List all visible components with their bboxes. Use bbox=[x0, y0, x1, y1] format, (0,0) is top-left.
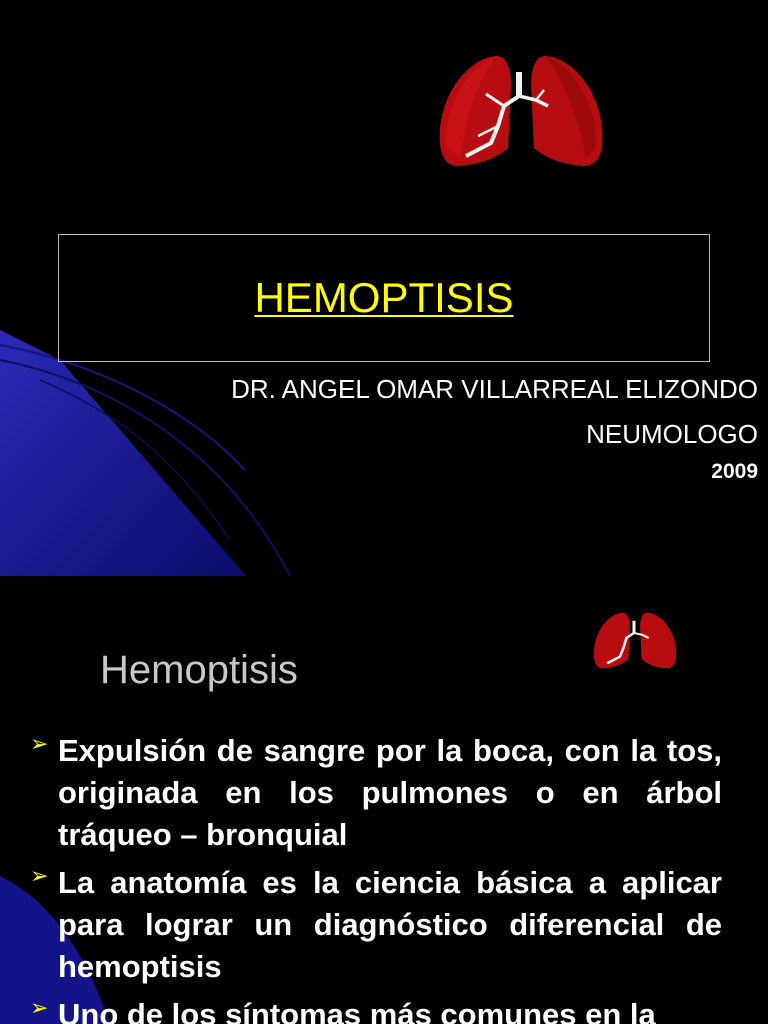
lungs-icon bbox=[592, 608, 678, 672]
content-slide bbox=[0, 576, 768, 1024]
arrow-bullet-icon: ➢ bbox=[30, 732, 49, 757]
lungs-icon bbox=[436, 48, 606, 172]
list-item bbox=[30, 994, 722, 1024]
arrow-bullet-icon: ➢ bbox=[30, 996, 49, 1021]
presentation-title: HEMOPTISIS bbox=[254, 274, 514, 321]
title-box bbox=[58, 234, 710, 362]
presentation-year: 2009 bbox=[711, 460, 758, 483]
list-item bbox=[30, 730, 722, 856]
bullet-text: La anatomía es la ciencia básica a aplicar para lograr un diagnóstico diferencial de hemoptisis bbox=[58, 865, 722, 984]
arrow-bullet-icon: ➢ bbox=[30, 864, 49, 889]
bullet-list bbox=[30, 730, 722, 1024]
list-item bbox=[30, 862, 722, 988]
slide-title: Hemoptisis bbox=[100, 648, 298, 692]
bullet-text: Uno de los síntomas más comunes en la bbox=[58, 997, 656, 1024]
author-role: NEUMOLOGO bbox=[586, 419, 758, 449]
author-name: DR. ANGEL OMAR VILLARREAL ELIZONDO bbox=[231, 374, 758, 404]
bullet-text: Expulsión de sangre por la boca, con la tos, originada en los pulmones o en árbol tráqueo – bronquial bbox=[58, 733, 722, 852]
